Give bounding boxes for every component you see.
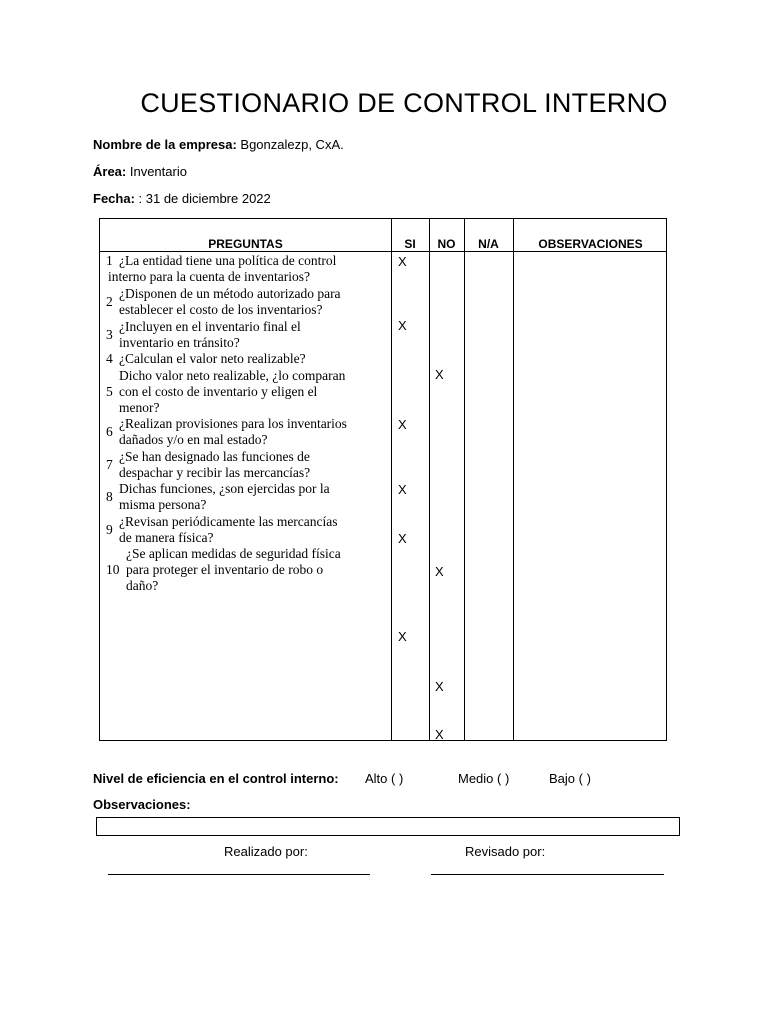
reviewed-by-signature-line [431,874,664,875]
answer-mark-si: X [398,254,407,269]
company-label: Nombre de la empresa: [93,137,237,152]
answer-mark-no: X [435,679,444,694]
question-number: 9 [106,522,113,537]
answer-mark-si: X [398,629,407,644]
question-number: 10 [106,562,120,577]
question-number: 3 [106,327,113,342]
question-number: 8 [106,489,113,504]
area-label: Área: [93,164,127,179]
date-label: Fecha: [93,191,135,206]
question-text: ¿Se aplican medidas de seguridad física [126,546,341,561]
question-number: 1 [106,253,113,268]
efficiency-bajo: Bajo ( ) [549,771,591,786]
made-by-label: Realizado por: [224,844,308,859]
question-text: daño? [126,578,159,593]
question-text: menor? [119,400,160,415]
header-na: N/A [478,237,499,251]
questionnaire-table [99,218,667,741]
column-divider [391,219,392,740]
answer-mark-no: X [435,564,444,579]
observations-field [96,817,680,836]
question-text: ¿Realizan provisiones para los inventarios [119,416,347,431]
column-divider [513,219,514,740]
answer-mark-no: X [435,727,444,742]
column-divider [464,219,465,740]
company-line [93,137,344,152]
reviewed-by-label: Revisado por: [465,844,546,859]
header-divider [100,251,666,252]
date-line [93,191,271,206]
question-text: ¿Se han designado las funciones de [119,449,310,464]
question-text: misma persona? [119,497,207,512]
header-no: NO [437,237,456,251]
question-text: para proteger el inventario de robo o [126,562,324,577]
page-title: CUESTIONARIO DE CONTROL INTERNO [140,88,668,118]
area-line [93,164,187,179]
question-text: con el costo de inventario y eligen el [119,384,318,399]
question-number: 4 [106,351,113,366]
question-text: ¿Revisan periódicamente las mercancías [119,514,338,529]
question-text: establecer el costo de los inventarios? [119,302,323,317]
observations-label: Observaciones: [93,797,191,812]
efficiency-medio: Medio ( ) [458,771,510,786]
question-text: inventario en tránsito? [119,335,240,350]
area-value: Inventario [126,164,187,179]
date-value: : 31 de diciembre 2022 [134,191,271,206]
answer-mark-si: X [398,417,407,432]
question-number: 5 [106,384,113,399]
answer-mark-si: X [398,482,407,497]
question-text: despachar y recibir las mercancías? [119,465,311,480]
efficiency-alto: Alto ( ) [365,771,404,786]
question-number: 2 [106,294,113,309]
question-text: de manera física? [119,530,214,545]
header-observaciones: OBSERVACIONES [538,237,643,251]
question-text: ¿Calculan el valor neto realizable? [119,351,306,366]
answer-mark-si: X [398,318,407,333]
question-text: Dichas funciones, ¿son ejercidas por la [119,481,330,496]
made-by-signature-line [108,874,370,875]
question-text: dañados y/o en mal estado? [119,432,268,447]
question-text: ¿Incluyen en el inventario final el [119,319,301,334]
answer-mark-no: X [435,367,444,382]
header-preguntas: PREGUNTAS [208,237,283,251]
column-divider [429,219,430,740]
question-text: interno para la cuenta de inventarios? [108,269,311,284]
header-si: SI [404,237,416,251]
question-text: ¿Disponen de un método autorizado para [119,286,341,301]
question-text: ¿La entidad tiene una política de control [119,253,337,268]
company-value: Bgonzalezp, CxA. [236,137,344,152]
question-number: 6 [106,424,113,439]
answer-mark-si: X [398,531,407,546]
question-number: 7 [106,457,113,472]
efficiency-label: Nivel de eficiencia en el control interno: [93,771,339,786]
question-text: Dicho valor neto realizable, ¿lo comparan [119,368,346,383]
